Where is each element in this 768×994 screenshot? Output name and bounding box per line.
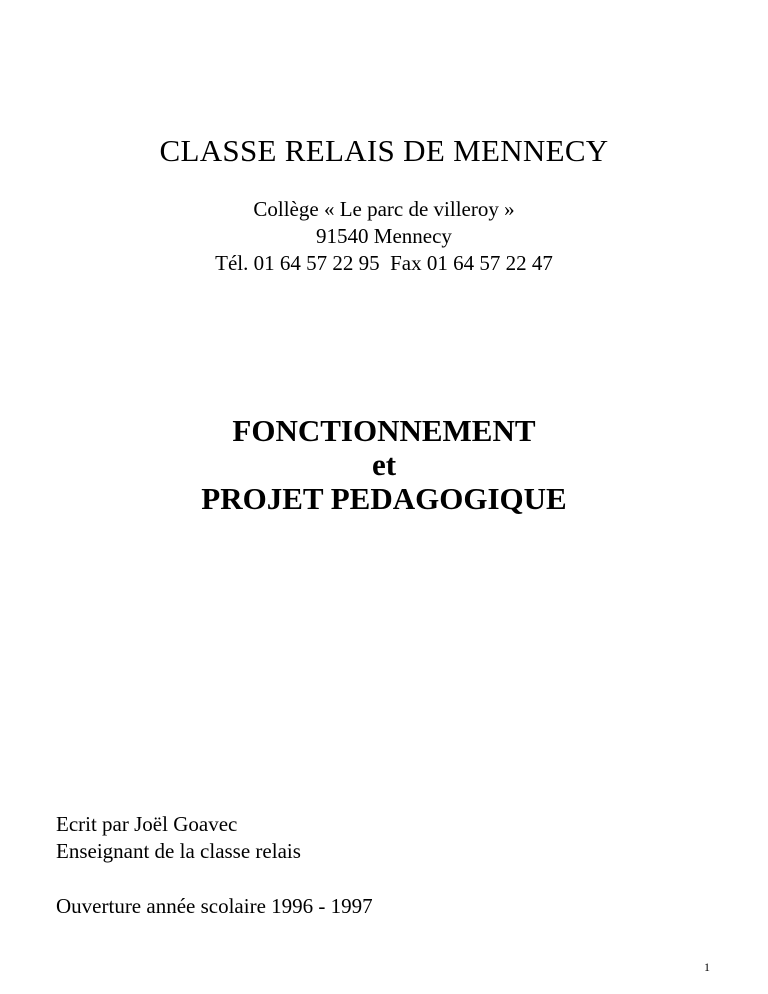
school-address-block [0,196,768,277]
phone-fax: Tél. 01 64 57 22 95 Fax 01 64 57 22 47 [215,251,553,275]
page-number: 1 [704,960,710,974]
document-title: CLASSE RELAIS DE MENNECY [159,133,609,168]
project-heading [0,414,768,516]
project-heading-line-3: PROJET PEDAGOGIQUE [201,481,567,516]
author-name: Ecrit par Joël Goavec [56,812,238,836]
author-block [56,811,301,865]
opening-year: Ouverture année scolaire 1996 - 1997 [56,894,373,918]
project-heading-line-1: FONCTIONNEMENT [232,413,536,448]
postal-city: 91540 Mennecy [316,224,452,248]
author-role: Enseignant de la classe relais [56,839,301,863]
project-heading-line-2: et [371,447,397,482]
school-name: Collège « Le parc de villeroy » [253,197,515,221]
